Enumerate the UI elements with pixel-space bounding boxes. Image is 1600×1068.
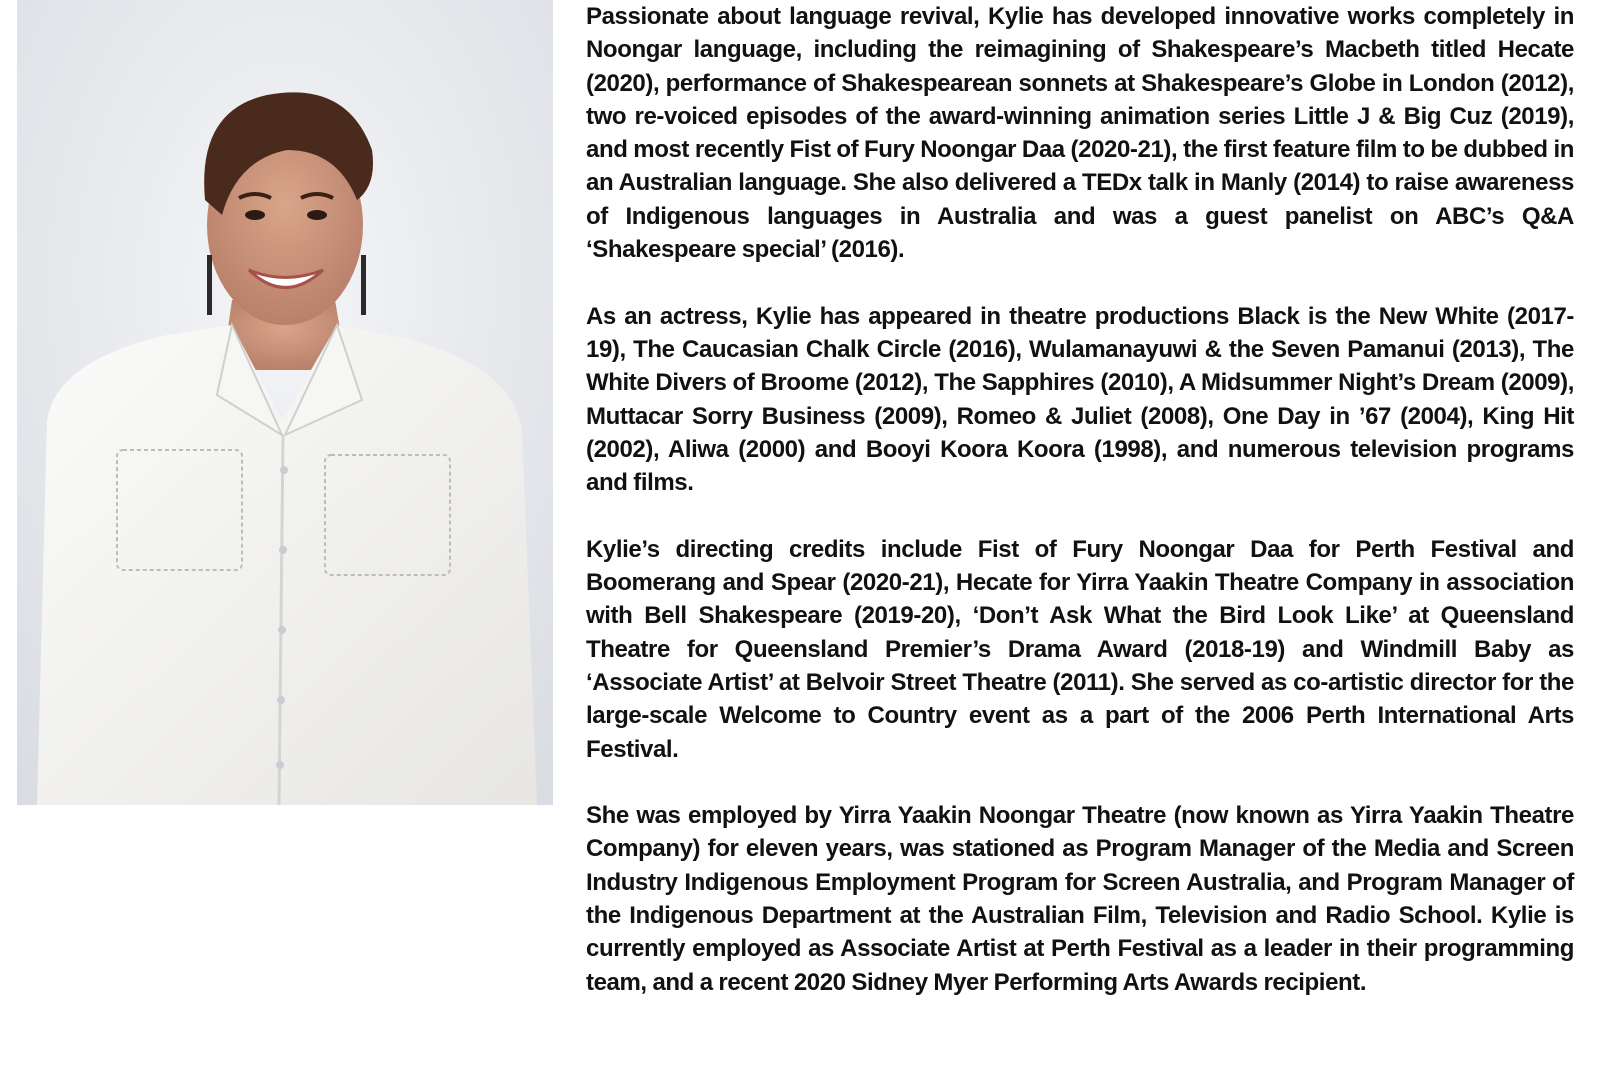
bio-paragraph-language-revival: Passionate about language revival, Kylie has developed innovative works completely in Noongar language, including the reimagining of Shakespeare’s Macbeth titled Hecate (2020), performance of Shakespearean sonnets at Shakespeare’s Globe in London (2012), two re-voiced episodes of the award-winning animation series Little J & Big Cuz (2019), and most recently Fist of Fury Noongar Daa (2020-21), the first feature film to be dubbed in an Australian language. She also delivered a TEDx talk in Manly (2014) to raise awareness of Indigenous languages in Australia and was a guest panelist on ABC’s Q&A ‘Shakespeare special’ (2016). (586, 3, 1574, 264)
bio-paragraph-employment: She was employed by Yirra Yaakin Noongar Theatre (now known as Yirra Yaakin Theatre Company) for eleven years, was stationed as Program Manager of the Media and Screen Industry Indigenous Employment Program for Screen Australia, and Program Manager of the Indigenous Department at the Australian Film, Television and Radio School. Kylie is currently employed as Associate Artist at Perth Festival as a leader in their programming team, and a recent 2020 Sidney Myer Performing Arts Awards recipient. (586, 802, 1574, 996)
portrait-photo (17, 0, 553, 805)
biography-text (586, 0, 1574, 999)
bio-paragraph-acting-credits: As an actress, Kylie has appeared in theatre productions Black is the New White (2017-19), The Caucasian Chalk Circle (2016), Wulamanayuwi & the Seven Pamanui (2013), The White Divers of Broome (2012), The Sapphires (2010), A Midsummer Night’s Dream (2009), Muttacar Sorry Business (2009), Romeo & Juliet (2008), One Day in ’67 (2004), King Hit (2002), Aliwa (2000) and Booyi Koora Koora (1998), and numerous television programs and films. (586, 302, 1574, 497)
portrait-illustration (17, 0, 553, 805)
bio-paragraph-directing-credits: Kylie’s directing credits include Fist of Fury Noongar Daa for Perth Festival and Boomerang and Spear (2020-21), Hecate for Yirra Yaakin Theatre Company in association with Bell Shakespeare (2019-20), ‘Don’t Ask What the Bird Look Like’ at Queensland Theatre for Queensland Premier’s Drama Award (2018-19) and Windmill Baby as ‘Associate Artist’ at Belvoir Street Theatre (2011). She served as co-artistic director for the large-scale Welcome to Country event as a part of the 2006 Perth International Arts Festival. (586, 535, 1574, 763)
